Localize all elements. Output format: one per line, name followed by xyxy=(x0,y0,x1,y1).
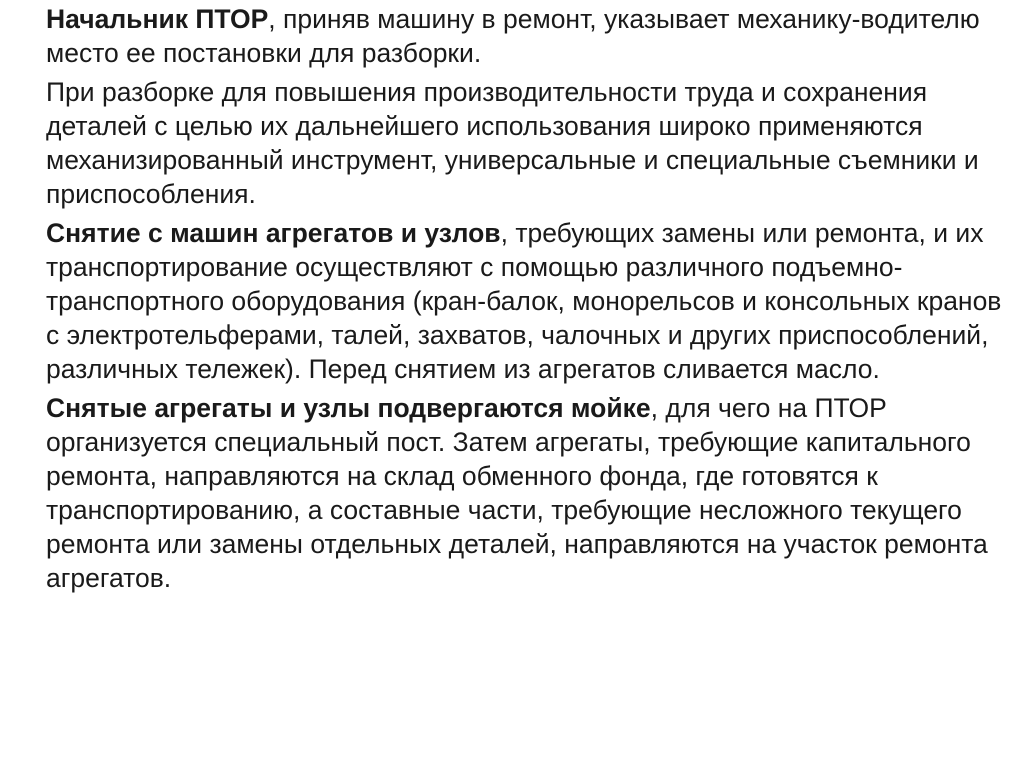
paragraph-1-lead: Начальник ПТОР xyxy=(46,4,269,34)
paragraph-2-body: При разборке для повышения производительности труда и сохранения деталей с целью их дальнейшего использования широко применяются механизированный инструмент, универсальные и специальные съемники и приспособления. xyxy=(46,77,979,209)
paragraph-2 xyxy=(46,75,1016,211)
paragraph-3 xyxy=(46,216,1016,386)
paragraph-4-body: , для чего на ПТОР организуется специальный пост. Затем агрегаты, требующие капитального ремонта, направляются на склад обменного фонда, где готовятся к транспортированию, а составные части, требующие несложного текущего ремонта или замены отдельных деталей, направляются на участок ремонта агрегатов. xyxy=(46,393,988,593)
paragraph-1-body: , приняв машину в ремонт, указывает механику-водителю место ее постановки для разборки. xyxy=(46,4,980,68)
paragraph-1 xyxy=(46,2,1016,70)
text-block xyxy=(46,2,1016,600)
paragraph-3-lead: Снятие с машин агрегатов и узлов xyxy=(46,218,501,248)
paragraph-4-lead: Снятые агрегаты и узлы подвергаются мойке xyxy=(46,393,651,423)
paragraph-4 xyxy=(46,391,1016,595)
paragraph-3-body: , требующих замены или ремонта, и их транспортирование осуществляют с помощью различного подъемно-транспортного оборудования (кран-балок, монорельсов и консольных кранов с электротельферами, талей, захватов, чалочных и других приспособлений, различных тележек). Перед снятием из агрегатов сливается масло. xyxy=(46,218,1002,384)
